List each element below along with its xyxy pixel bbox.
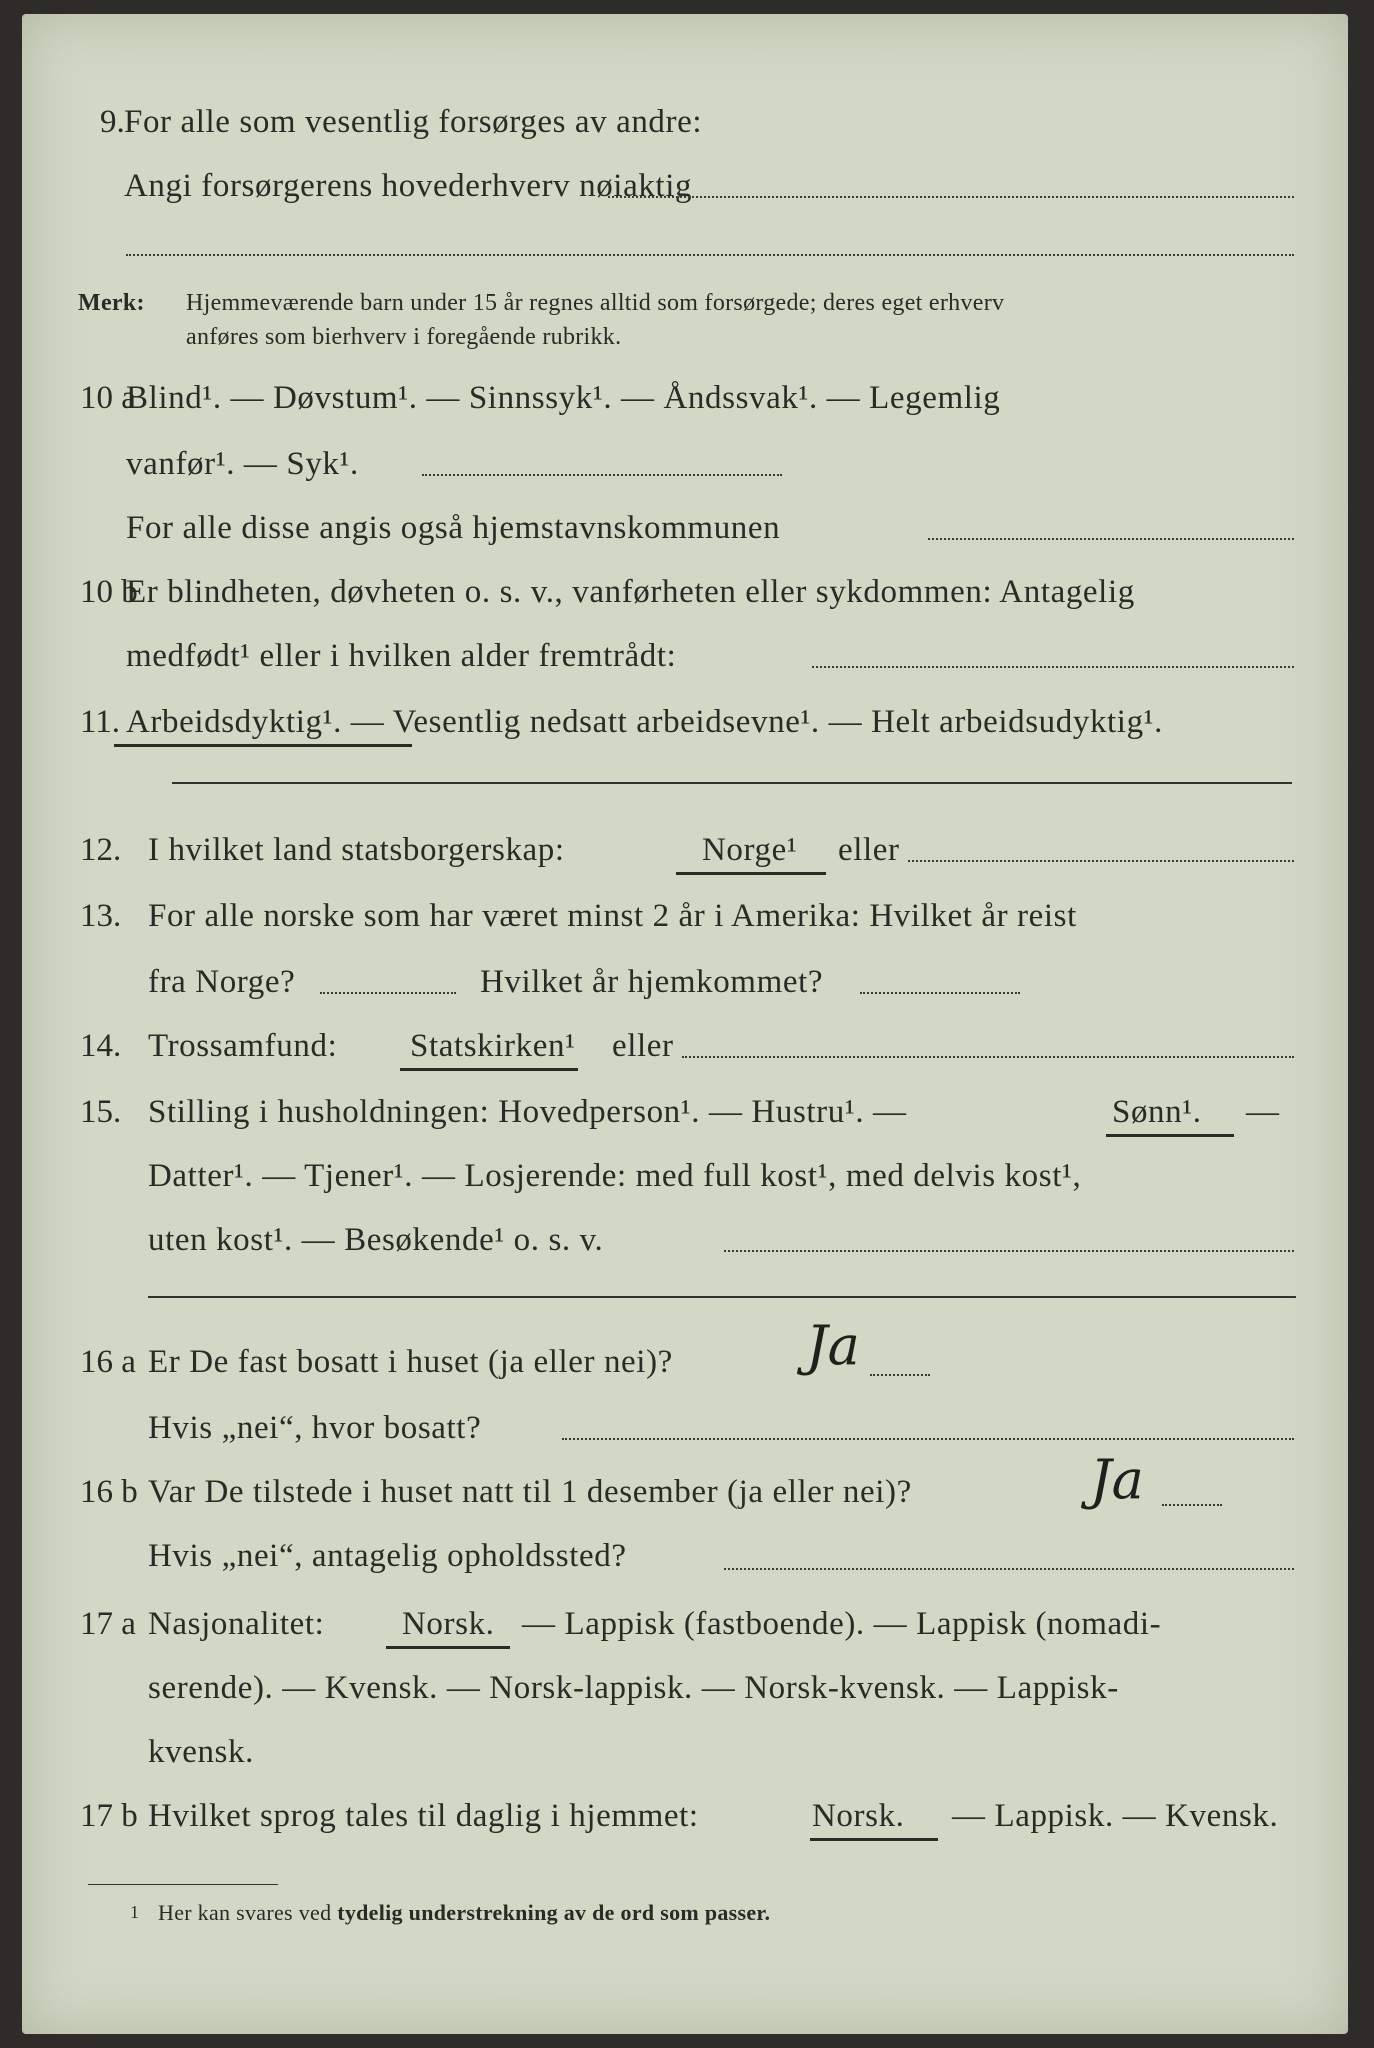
q10a-line2: vanfør¹. — Syk¹. — [126, 446, 359, 482]
merk-line1: Hjemmeværende barn under 15 år regnes alltid som forsørgede; deres eget erhverv — [186, 290, 1005, 316]
q9-answer-field[interactable] — [608, 196, 1294, 198]
q9-number: 9. — [100, 104, 125, 140]
q10a-line1: Blind¹. — Døvstum¹. — Sinnssyk¹. — Åndssvak¹. — Legemlig — [126, 380, 1001, 416]
q12-number: 12. — [80, 832, 122, 868]
q13-return-label: Hvilket år hjemkommet? — [480, 964, 824, 1000]
q14-number: 14. — [80, 1028, 122, 1064]
q14-answer-field[interactable] — [682, 1056, 1294, 1058]
q10a-answer-field[interactable] — [422, 474, 782, 476]
q13-departure-field[interactable] — [320, 992, 456, 994]
q16b-number: 16 b — [80, 1474, 138, 1510]
q9-line1: For alle som vesentlig forsørges av andre: — [124, 104, 703, 140]
q15-line3: uten kost¹. — Besøkende¹ o. s. v. — [148, 1222, 604, 1258]
q13-return-field[interactable] — [860, 992, 1020, 994]
footnote-plain: Her kan svares ved — [158, 1900, 332, 1925]
q16a-number: 16 a — [80, 1344, 136, 1380]
q16a-question: Er De fast bosatt i huset (ja eller nei)? — [148, 1344, 673, 1380]
q12-question: I hvilket land statsborgerskap: — [148, 832, 565, 868]
q10a-hometown-field[interactable] — [928, 538, 1294, 540]
q11-number: 11. — [80, 704, 121, 740]
census-form-page — [22, 14, 1348, 2034]
q11-answer-line[interactable] — [172, 782, 1292, 784]
q10b-line1: Er blindheten, døvheten o. s. v., vanførheten eller sykdommen: Antagelig — [126, 574, 1135, 610]
q10a-number: 10 a — [80, 380, 136, 416]
footnote-divider — [88, 1884, 278, 1885]
q10b-number: 10 b — [80, 574, 138, 610]
q14-label: Trossamfund: — [148, 1028, 338, 1064]
merk-line2: anføres som bierhverv i foregående rubrikk. — [186, 324, 622, 350]
q15-line2: Datter¹. — Tjener¹. — Losjerende: med full kost¹, med delvis kost¹, — [148, 1158, 1082, 1194]
q13-number: 13. — [80, 898, 122, 934]
q9-line2: Angi forsørgerens hovederhverv nøiaktig — [124, 168, 693, 204]
q16b-line2: Hvis „nei“, antagelig opholdssted? — [148, 1538, 627, 1574]
q14-answer-underline — [400, 1068, 578, 1071]
q14-answer-statskirken: Statskirken¹ — [410, 1028, 576, 1064]
q17b-number: 17 b — [80, 1798, 138, 1834]
footnote-bold: tydelig understrekning av de ord som passer. — [337, 1900, 771, 1925]
q16a-answer-field[interactable] — [870, 1374, 930, 1376]
q10b-answer-field[interactable] — [812, 666, 1294, 668]
footnote-text — [158, 1900, 770, 1926]
merk-label: Merk: — [78, 290, 145, 316]
q17b-question: Hvilket sprog tales til daglig i hjemmet: — [148, 1798, 699, 1834]
footnote-mark: 1 — [130, 1902, 140, 1922]
q15-answer-sonn: Sønn¹. — [1112, 1094, 1202, 1130]
q16b-answer-field[interactable] — [1162, 1504, 1222, 1506]
q16b-handwritten-answer: Ja — [1090, 1448, 1144, 1511]
q17a-label: Nasjonalitet: — [148, 1606, 325, 1642]
q15-dash: — — [1246, 1094, 1280, 1130]
q17a-line2: serende). — Kvensk. — Norsk-lappisk. — Norsk-kvensk. — Lappisk- — [148, 1670, 1119, 1706]
q15-number: 15. — [80, 1094, 122, 1130]
q17a-number: 17 a — [80, 1606, 136, 1642]
q15-answer-underline — [1106, 1134, 1234, 1137]
q11-answer-underline — [114, 744, 412, 747]
q15-answer-field[interactable] — [724, 1250, 1294, 1252]
q16b-location-field[interactable] — [724, 1568, 1294, 1570]
q9-answer-field-2[interactable] — [126, 254, 1294, 256]
q16a-handwritten-answer: Ja — [806, 1314, 860, 1377]
q17b-rest: — Lappisk. — Kvensk. — [952, 1798, 1279, 1834]
q11-line1: Arbeidsdyktig¹. — Vesentlig nedsatt arbeidsevne¹. — Helt arbeidsudyktig¹. — [126, 704, 1164, 740]
q12-answer-underline — [676, 872, 826, 875]
q14-eller: eller — [612, 1028, 674, 1064]
q10a-line3: For alle disse angis også hjemstavnskommunen — [126, 510, 781, 546]
q15-line1: Stilling i husholdningen: Hovedperson¹. — Hustru¹. — — [148, 1094, 907, 1130]
q17b-answer-norsk: Norsk. — [812, 1798, 905, 1834]
q12-answer-field[interactable] — [908, 860, 1294, 862]
q16b-question: Var De tilstede i huset natt til 1 desember (ja eller nei)? — [148, 1474, 912, 1510]
q17a-answer-norsk: Norsk. — [402, 1606, 495, 1642]
q13-line1: For alle norske som har været minst 2 år i Amerika: Hvilket år reist — [148, 898, 1077, 934]
q17a-line1-rest: — Lappisk (fastboende). — Lappisk (nomadi- — [522, 1606, 1162, 1642]
q15-answer-line[interactable] — [148, 1296, 1296, 1298]
q17a-answer-underline — [386, 1646, 510, 1649]
q16a-residence-field[interactable] — [562, 1438, 1294, 1440]
q16a-line2: Hvis „nei“, hvor bosatt? — [148, 1410, 482, 1446]
q13-departure-label: fra Norge? — [148, 964, 296, 1000]
q12-eller: eller — [838, 832, 900, 868]
q17b-answer-underline — [810, 1838, 938, 1841]
q10b-line2: medfødt¹ eller i hvilken alder fremtrådt: — [126, 638, 677, 674]
q17a-line3: kvensk. — [148, 1734, 254, 1770]
q12-answer-norge: Norge¹ — [702, 832, 798, 868]
